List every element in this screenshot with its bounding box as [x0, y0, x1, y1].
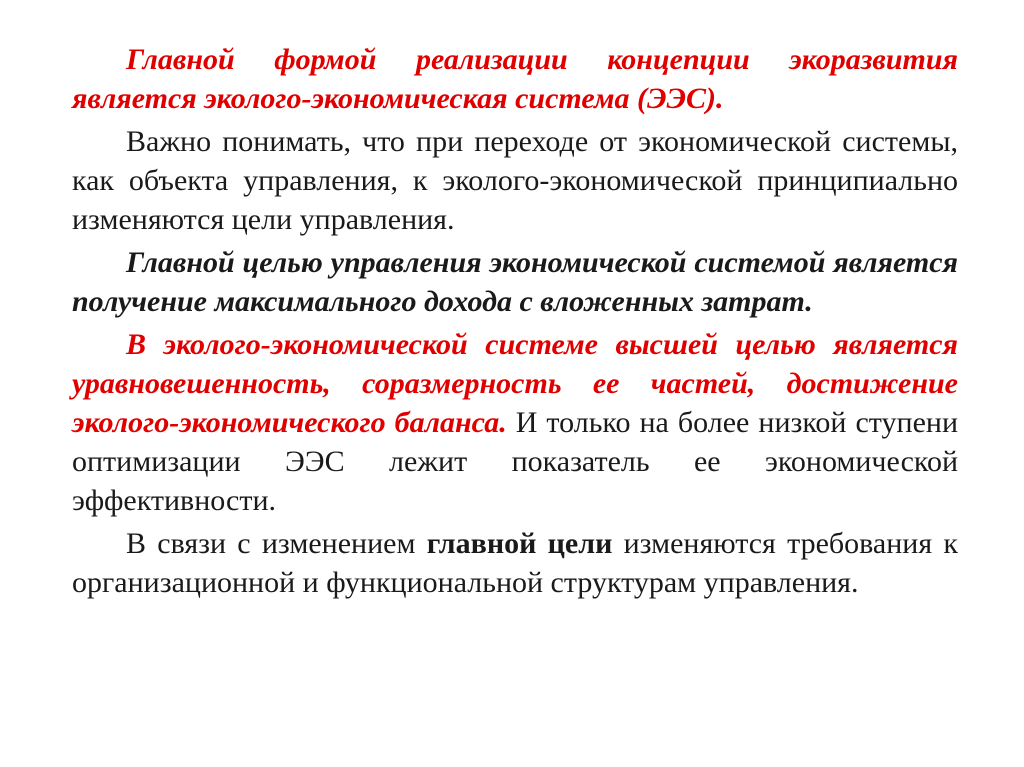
slide-text-block	[72, 40, 958, 606]
body-text: изменяются требования к организационной и функциональной структурам управления.	[72, 527, 958, 599]
paragraph-economic-goal	[72, 243, 958, 321]
body-text: Важно понимать, что при переходе от экономической системы, как объекта управления, к эколого-экономической принципиально изменяются цели управления.	[72, 125, 958, 236]
highlight-dark-italic: Главной целью управления экономической системой является получение максимального дохода с вложенных затрат.	[72, 246, 958, 318]
paragraph-structure-requirements	[72, 524, 958, 602]
highlight-bold: главной цели	[426, 527, 613, 560]
paragraph-main-form	[72, 40, 958, 118]
highlight-red-italic: Главной формой реализации концепции экоразвития является эколого-экономическая система (ЭЭС).	[72, 43, 958, 115]
body-text: И только на более низкой ступени оптимизации ЭЭС лежит показатель ее экономической эффективности.	[72, 406, 958, 517]
paragraph-ees-goal	[72, 325, 958, 520]
paragraph-management-goals	[72, 122, 958, 239]
highlight-red-italic: В эколого-экономической системе высшей целью является уравновешенность, соразмерность ее частей, достижение эколого-экономического баланса.	[72, 328, 958, 439]
body-text: В связи с изменением	[126, 527, 427, 560]
